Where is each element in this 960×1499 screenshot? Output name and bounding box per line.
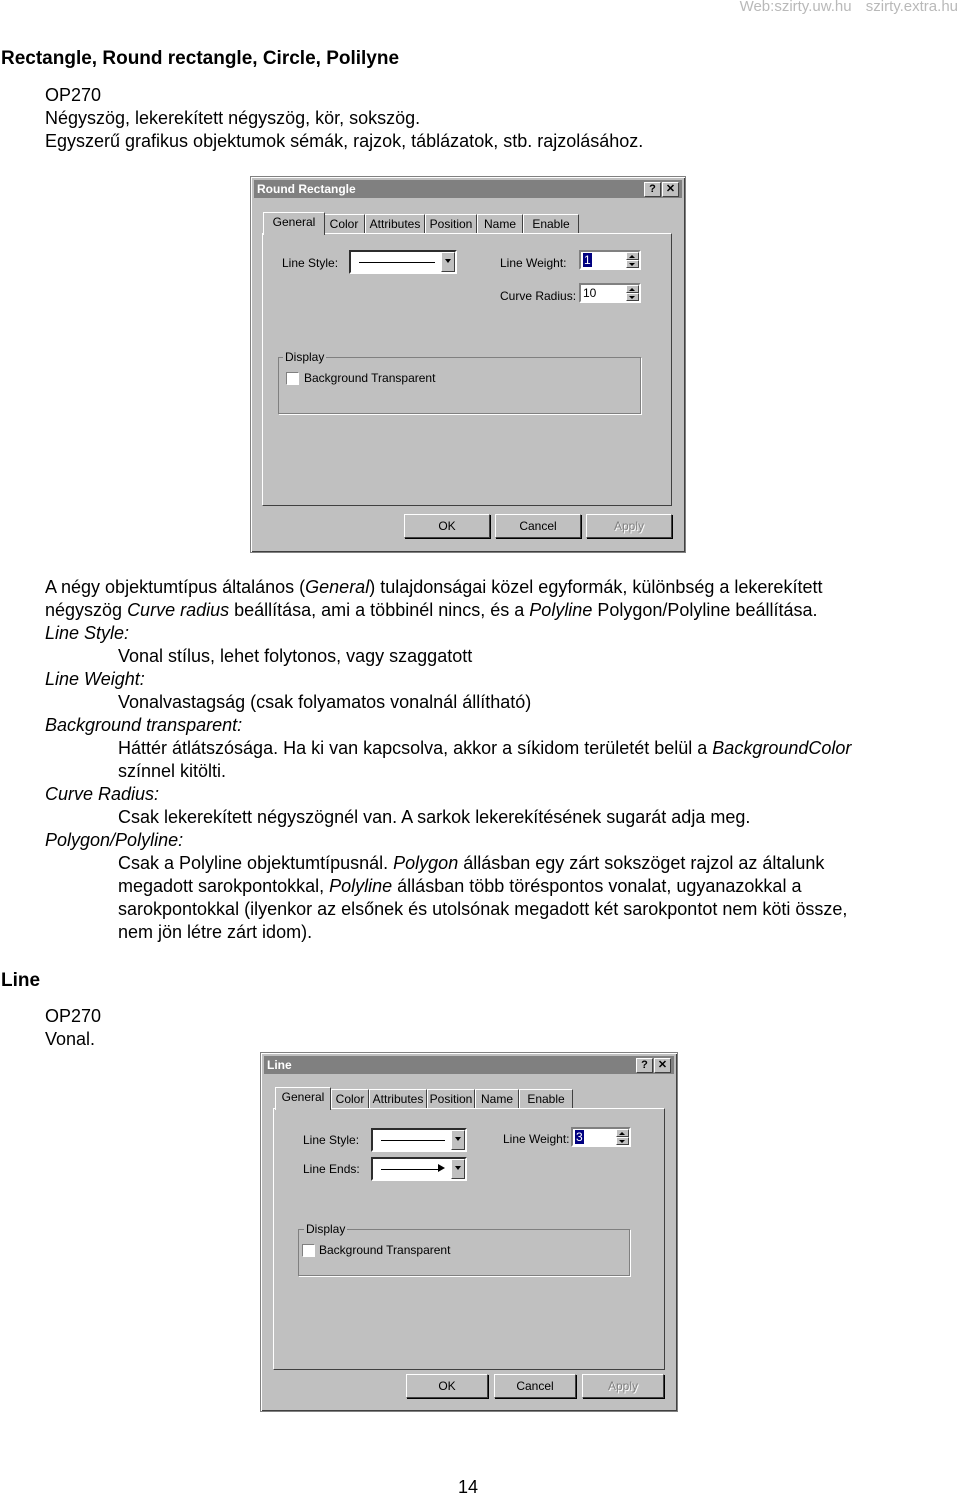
section-code: OP270: [45, 1006, 102, 1026]
arrow-down-icon[interactable]: [626, 293, 639, 301]
header-site-2: szirty.extra.hu: [865, 0, 958, 15]
round-rectangle-dialog: [250, 176, 686, 553]
chevron-down-icon[interactable]: [451, 1159, 465, 1179]
cancel-button[interactable]: Cancel: [495, 514, 581, 538]
desc-line-style: Vonal stílus, lehet folytonos, vagy szaggatott: [118, 646, 473, 666]
term-bg-transparent: Background transparent:: [45, 715, 243, 735]
cancel-button[interactable]: Cancel: [494, 1374, 576, 1398]
tab-color[interactable]: Color: [331, 1089, 369, 1109]
curve-radius-input[interactable]: [579, 283, 641, 303]
line-style-combo[interactable]: [349, 250, 457, 274]
bg-transparent-label[interactable]: Background Transparent: [319, 1243, 451, 1257]
spinner[interactable]: [626, 252, 639, 268]
term-backgroundcolor: BackgroundColor: [712, 738, 852, 758]
close-button[interactable]: ✕: [654, 1058, 671, 1073]
header-site-1: Web:szirty.uw.hu: [739, 0, 852, 15]
term-line-style: Line Style:: [45, 623, 130, 643]
ok-button[interactable]: OK: [406, 1374, 488, 1398]
general-panel: [273, 1108, 665, 1370]
section-desc-1: Négyszög, lekerekített négyszög, kör, sokszög.: [45, 108, 421, 128]
arrow-down-icon[interactable]: [626, 260, 639, 268]
line-dialog: [260, 1052, 678, 1412]
dialog-titlebar: [254, 180, 682, 198]
tab-general[interactable]: General: [275, 1087, 331, 1110]
text: állásban egy zárt sokszöget rajzol az általunk: [458, 853, 825, 873]
arrow-up-icon[interactable]: [616, 1129, 629, 1137]
tab-enable[interactable]: Enable: [523, 214, 579, 234]
spinner[interactable]: [626, 285, 639, 301]
term-polygon-polyline: Polygon/Polyline:: [45, 830, 184, 850]
chevron-down-icon[interactable]: [451, 1130, 465, 1150]
text: ) tulajdonságai közel egyformák, különbség a lekerekített: [369, 577, 823, 597]
dialog-title: Round Rectangle: [257, 182, 356, 196]
section-code: OP270: [45, 85, 102, 105]
desc-line-weight: Vonalvastagság (csak folyamatos vonalnál állítható): [118, 692, 532, 712]
text: állásban több töréspontos vonalat, ugyanazokkal a: [392, 876, 802, 896]
display-group: [278, 357, 641, 414]
desc-polygon-3: sarokpontokkal (ilyenkor az elsőnek és utolsónak megadott két sarokpontot nem köti össze,: [118, 899, 848, 919]
term-curve-radius: Curve Radius:: [45, 784, 160, 804]
spinner[interactable]: [616, 1129, 629, 1145]
section-title-rectangle: Rectangle, Round rectangle, Circle, Polilyne: [1, 48, 400, 69]
line-ends-sample: [381, 1169, 439, 1170]
text: beállítása, ami a többinél nincs, és a: [229, 600, 530, 620]
line-weight-label: Line Weight:: [500, 256, 567, 270]
line-weight-value: 1: [584, 253, 591, 267]
line-weight-value: 3: [576, 1130, 583, 1144]
tab-position[interactable]: Position: [425, 214, 477, 234]
section-desc: Vonal.: [45, 1029, 96, 1049]
text: megadott sarokpontokkal,: [118, 876, 330, 896]
term-polyline: Polyline: [529, 600, 593, 620]
bg-transparent-label[interactable]: Background Transparent: [304, 371, 436, 385]
text: A négy objektumtípus általános (: [45, 577, 306, 597]
general-panel: [262, 233, 672, 506]
desc-bg-transparent-1: [118, 737, 851, 760]
arrow-up-icon[interactable]: [626, 252, 639, 260]
tab-bar: [275, 1089, 675, 1109]
page-header: [730, 0, 958, 15]
text: négyszög: [45, 600, 128, 620]
term-general: General: [305, 577, 370, 597]
desc-polygon-4: nem jön létre zárt idom).: [118, 922, 313, 942]
desc-curve-radius: Csak lekerekített négyszögnél van. A sarkok lekerekítésének sugarát adja meg.: [118, 807, 751, 827]
tab-name[interactable]: Name: [475, 1089, 519, 1109]
dialog-title: Line: [267, 1058, 292, 1072]
line-style-combo[interactable]: [371, 1128, 467, 1152]
curve-radius-value: 10: [583, 286, 597, 300]
close-button[interactable]: ✕: [662, 182, 679, 197]
apply-button[interactable]: Apply: [582, 1374, 664, 1398]
tab-color[interactable]: Color: [323, 214, 365, 234]
curve-radius-label: Curve Radius:: [500, 289, 577, 303]
bg-transparent-checkbox[interactable]: [302, 1244, 315, 1257]
line-style-sample: [359, 262, 435, 263]
text: Háttér átlátszósága. Ha ki van kapcsolva, akkor a síkidom területét belül a: [118, 738, 713, 758]
help-button[interactable]: ?: [636, 1058, 653, 1073]
arrow-up-icon[interactable]: [626, 285, 639, 293]
line-ends-label: Line Ends:: [303, 1162, 360, 1176]
bg-transparent-checkbox[interactable]: [286, 372, 299, 385]
body-paragraph-line-1: [45, 576, 822, 599]
page-number: 14: [458, 1477, 479, 1497]
arrow-right-icon: [438, 1164, 445, 1172]
line-style-sample: [381, 1140, 445, 1141]
section-desc-2: Egyszerű grafikus objektumok sémák, rajzok, táblázatok, stb. rajzolásához.: [45, 131, 644, 151]
help-button[interactable]: ?: [644, 182, 661, 197]
display-group-label: Display: [306, 1222, 346, 1236]
arrow-down-icon[interactable]: [616, 1137, 629, 1145]
tab-bar: [263, 214, 683, 234]
line-ends-combo[interactable]: [371, 1157, 467, 1181]
body-paragraph-line-2: [45, 599, 817, 622]
ok-button[interactable]: OK: [404, 514, 490, 538]
term-polygon: Polygon: [393, 853, 459, 873]
term-line-weight: Line Weight:: [45, 669, 145, 689]
tab-enable[interactable]: Enable: [519, 1089, 573, 1109]
line-style-label: Line Style:: [282, 256, 339, 270]
tab-attributes[interactable]: Attributes: [369, 1089, 427, 1109]
line-style-label: Line Style:: [303, 1133, 360, 1147]
apply-button[interactable]: Apply: [586, 514, 672, 538]
text: Polygon/Polyline beállítása.: [592, 600, 818, 620]
term-curve-radius: Curve radius: [127, 600, 230, 620]
line-weight-input[interactable]: [579, 250, 641, 270]
section-title-line: Line: [1, 970, 41, 991]
desc-bg-transparent-2: színnel kitölti.: [118, 761, 227, 781]
tab-name[interactable]: Name: [477, 214, 523, 234]
tab-position[interactable]: Position: [427, 1089, 475, 1109]
term-polyline: Polyline: [329, 876, 393, 896]
display-group-label: Display: [285, 350, 325, 364]
chevron-down-icon[interactable]: [441, 252, 455, 272]
desc-polygon-2: [118, 875, 801, 898]
tab-general[interactable]: General: [263, 212, 325, 235]
dialog-titlebar: [264, 1056, 674, 1074]
desc-polygon-1: [118, 852, 824, 875]
line-weight-label: Line Weight:: [503, 1132, 570, 1146]
line-weight-input[interactable]: [571, 1127, 631, 1147]
tab-attributes[interactable]: Attributes: [365, 214, 425, 234]
text: Csak a Polyline objektumtípusnál.: [118, 853, 394, 873]
